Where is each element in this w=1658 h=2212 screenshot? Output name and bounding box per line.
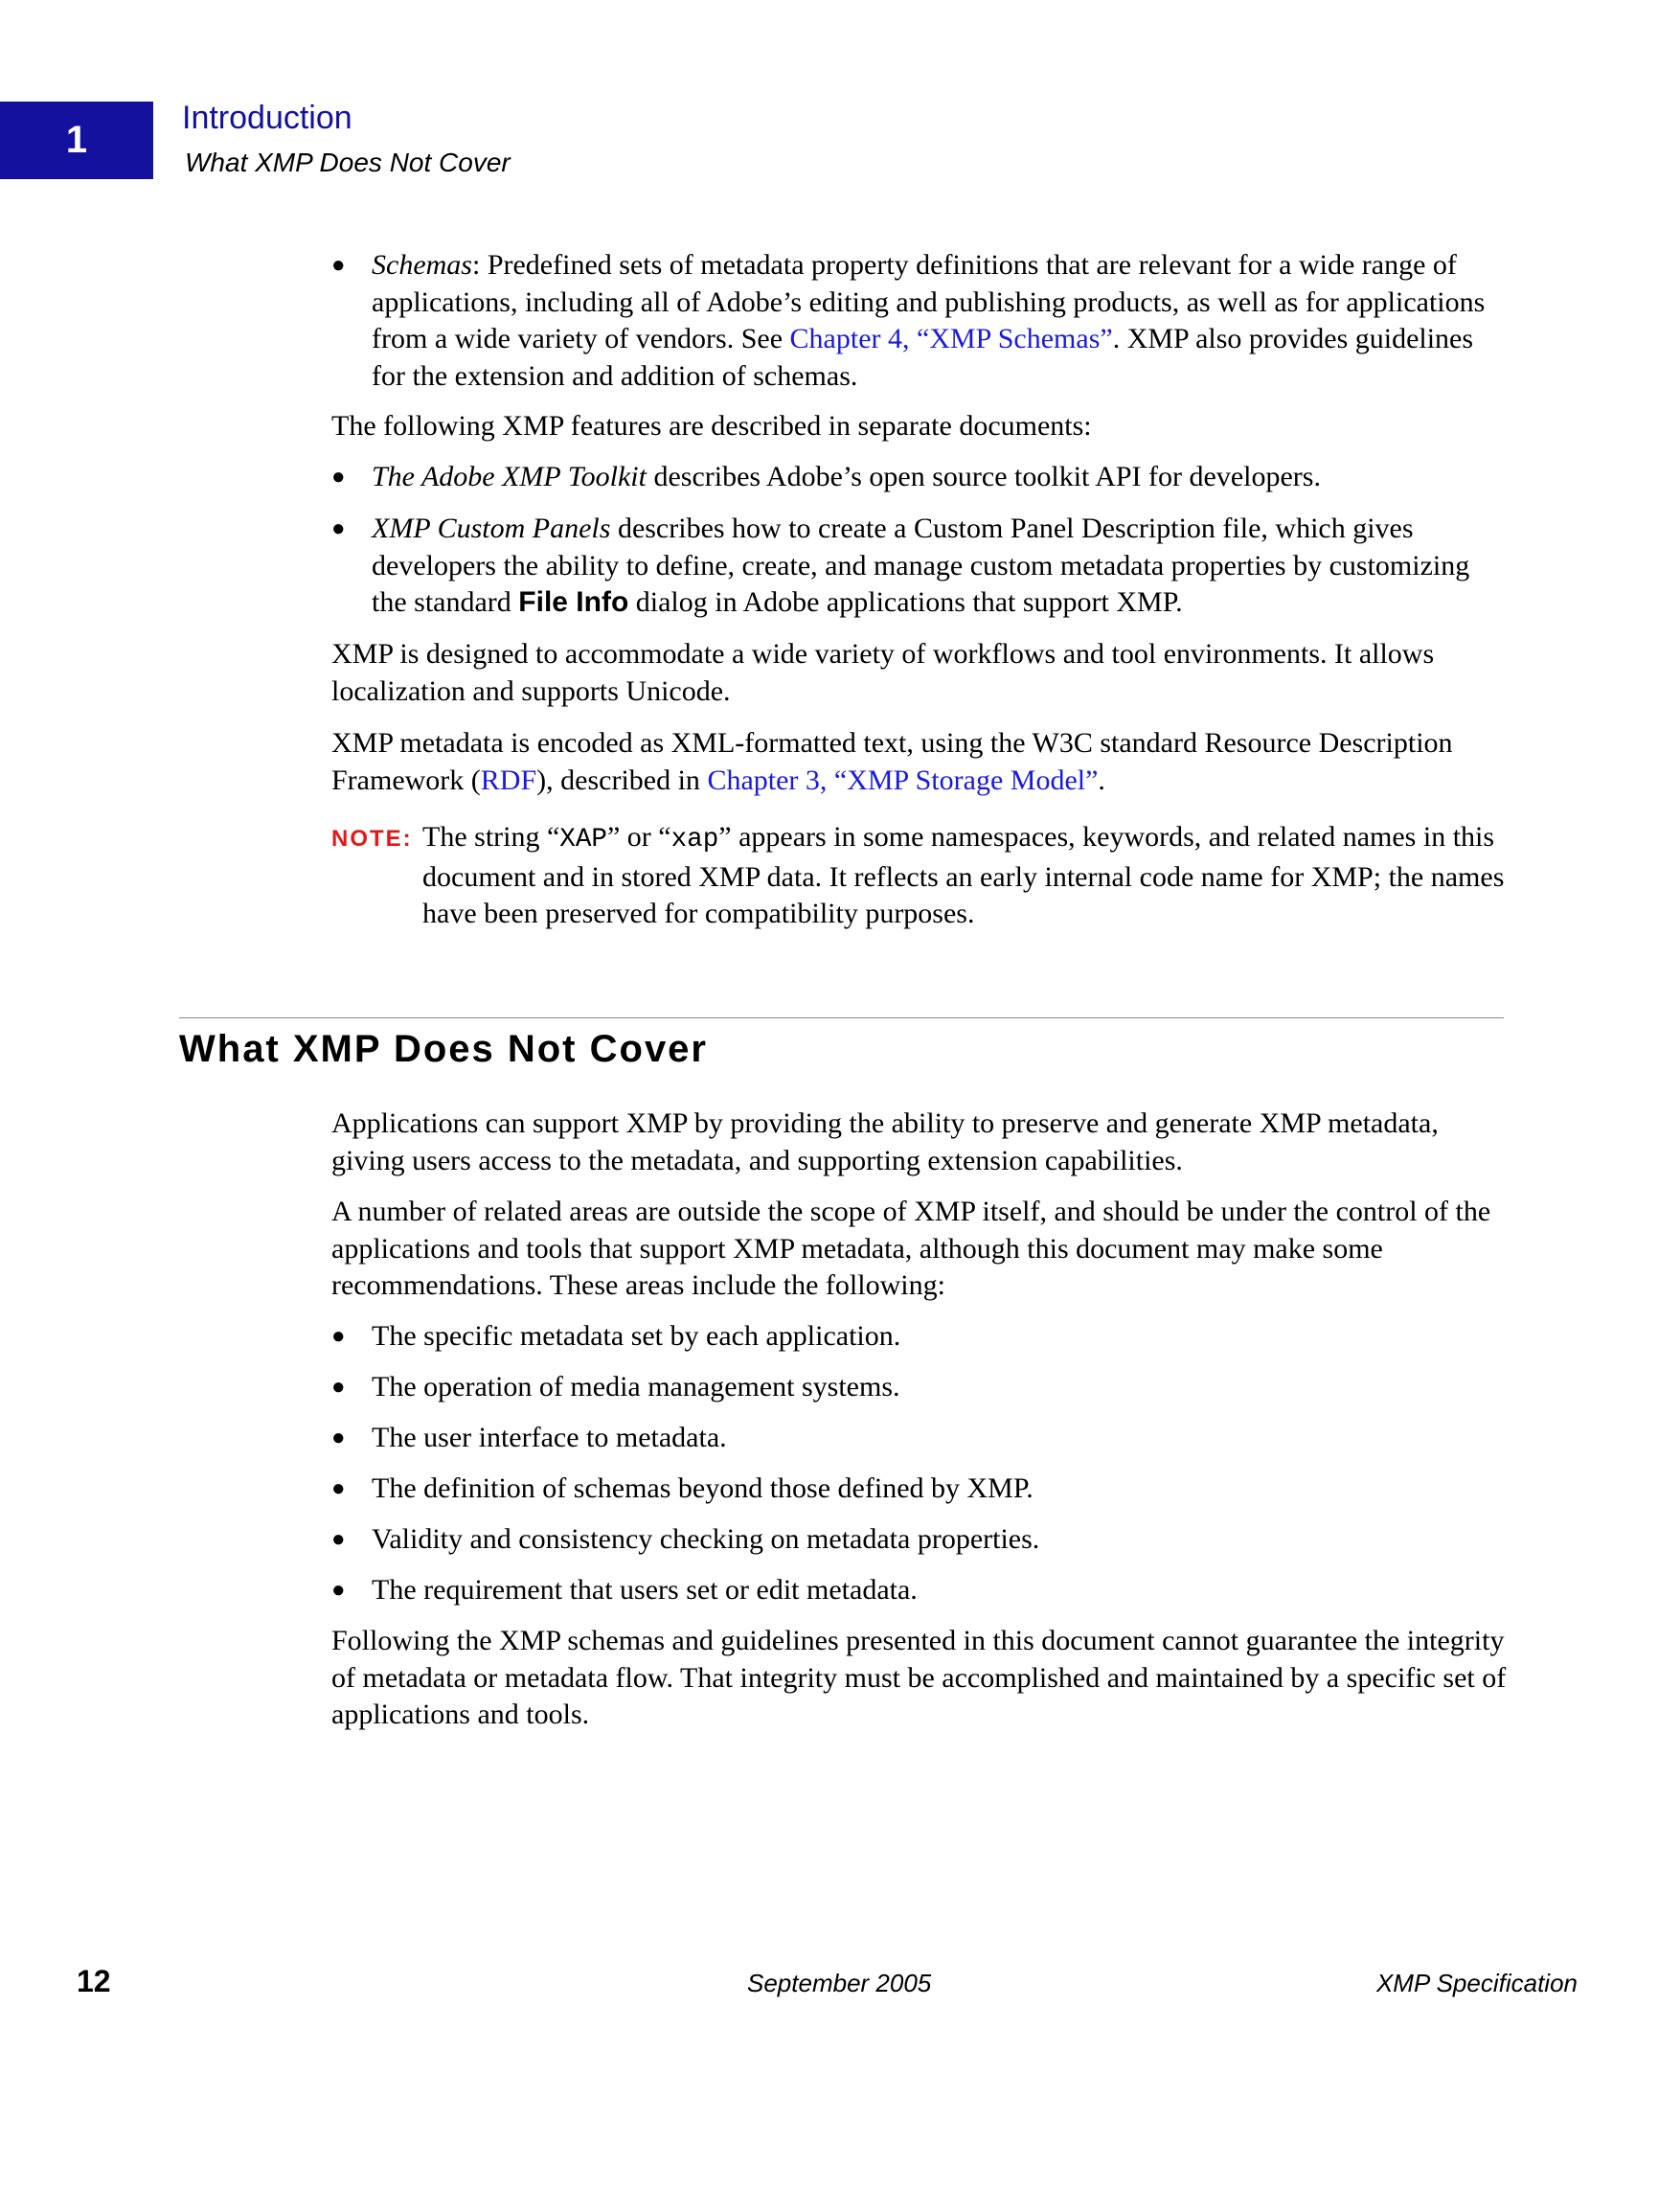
features-intro-paragraph: The following XMP features are described in separate documents: — [331, 410, 1092, 442]
text-run: : Predefined sets of metadata property definitions that are relevant for a wide range of applications, including all of Adobe’s editing and publishing products, as well as for applications from a wide variety of vendors. See — [372, 249, 1486, 354]
section-divider — [179, 1017, 1504, 1018]
bullet-icon: ● — [331, 1476, 346, 1501]
chapter-title: Introduction — [182, 100, 352, 136]
text-run: describes Adobe’s open source toolkit API for developers. — [646, 461, 1321, 492]
footer-date: September 2005 — [747, 1969, 932, 1997]
text-run: ), described in — [536, 764, 708, 796]
list-item-text — [372, 459, 1511, 496]
text-run: The string “ — [422, 821, 560, 853]
section-heading: What XMP Does Not Cover — [179, 1028, 708, 1070]
link-rdf[interactable]: RDF — [480, 764, 537, 796]
text-run: ” or “ — [606, 821, 671, 853]
encoding-paragraph — [331, 725, 1510, 799]
list-item-text: The specific metadata set by each application. — [372, 1320, 901, 1352]
bullet-icon: ● — [331, 253, 346, 278]
section-subtitle: What XMP Does Not Cover — [185, 148, 511, 177]
bullet-icon: ● — [331, 1375, 346, 1400]
text-run: XMP metadata is encoded as XML-formatted text, using the W3C standard Resource Description Framework ( — [331, 727, 1453, 796]
bullet-icon: ● — [331, 1527, 346, 1552]
bullet-icon: ● — [331, 516, 346, 541]
bullet-icon: ● — [331, 1425, 346, 1450]
bullet-icon: ● — [331, 465, 346, 490]
section-paragraph-3: Following the XMP schemas and guidelines presented in this document cannot guarantee the integrity of metadata or metadata flow. That integrity must be accomplished and maintained by a specific set of applications and tools. — [331, 1625, 1507, 1730]
term-custom-panels: XMP Custom Panels — [372, 513, 611, 544]
text-run: . — [1098, 764, 1105, 796]
term-schemas: Schemas — [372, 249, 472, 281]
list-item-text: The operation of media management systems. — [372, 1371, 900, 1402]
chapter-number-tab: 1 — [0, 102, 153, 179]
code-xap-upper: XAP — [559, 825, 607, 855]
workflows-paragraph: XMP is designed to accommodate a wide variety of workflows and tool environments. It allows localization and supports Unicode. — [331, 638, 1435, 707]
link-chapter-4[interactable]: Chapter 4, “XMP Schemas” — [789, 323, 1113, 354]
section-paragraph-2: A number of related areas are outside the scope of XMP itself, and should be under the control of the applications and tools that support XMP metadata, although this document may make some recommendations. These areas include the following: — [331, 1196, 1491, 1301]
bullet-icon: ● — [331, 1578, 346, 1603]
footer-document-title: XMP Specification — [1375, 1969, 1578, 1997]
link-chapter-3[interactable]: Chapter 3, “XMP Storage Model” — [707, 764, 1099, 796]
page-number: 12 — [77, 1964, 111, 1998]
note-text — [422, 819, 1505, 933]
list-item-text — [372, 247, 1511, 395]
bullet-icon: ● — [331, 1324, 346, 1349]
list-item-text: The definition of schemas beyond those defined by XMP. — [372, 1472, 1033, 1504]
term-toolkit: The Adobe XMP Toolkit — [372, 461, 647, 492]
code-xap-lower: xap — [670, 825, 719, 855]
ui-term-file-info: File Info — [518, 586, 629, 618]
list-item-text: The requirement that users set or edit metadata. — [372, 1574, 918, 1606]
section-paragraph-1: Applications can support XMP by providing the ability to preserve and generate XMP metadata, giving users access to the metadata, and supporting extension capabilities. — [331, 1107, 1439, 1176]
text-run: . XMP also provides guidelines for the extension and addition of schemas. — [372, 323, 1474, 392]
note-label: NOTE: — [331, 826, 413, 852]
list-item-text: Validity and consistency checking on metadata properties. — [372, 1523, 1040, 1555]
text-run: ” appears in some namespaces, keywords, and related names in this document and in stored XMP data. It reflects an early internal code name for XMP; the names have been preserved for compatibility purposes. — [422, 821, 1505, 929]
text-run: dialog in Adobe applications that support XMP. — [628, 586, 1183, 618]
text-run: describes how to create a Custom Panel Description file, which gives developers the ability to define, create, and manage custom metadata properties by customizing the standard — [372, 513, 1470, 618]
list-item-text — [372, 511, 1511, 622]
list-item-text: The user interface to metadata. — [372, 1422, 727, 1453]
